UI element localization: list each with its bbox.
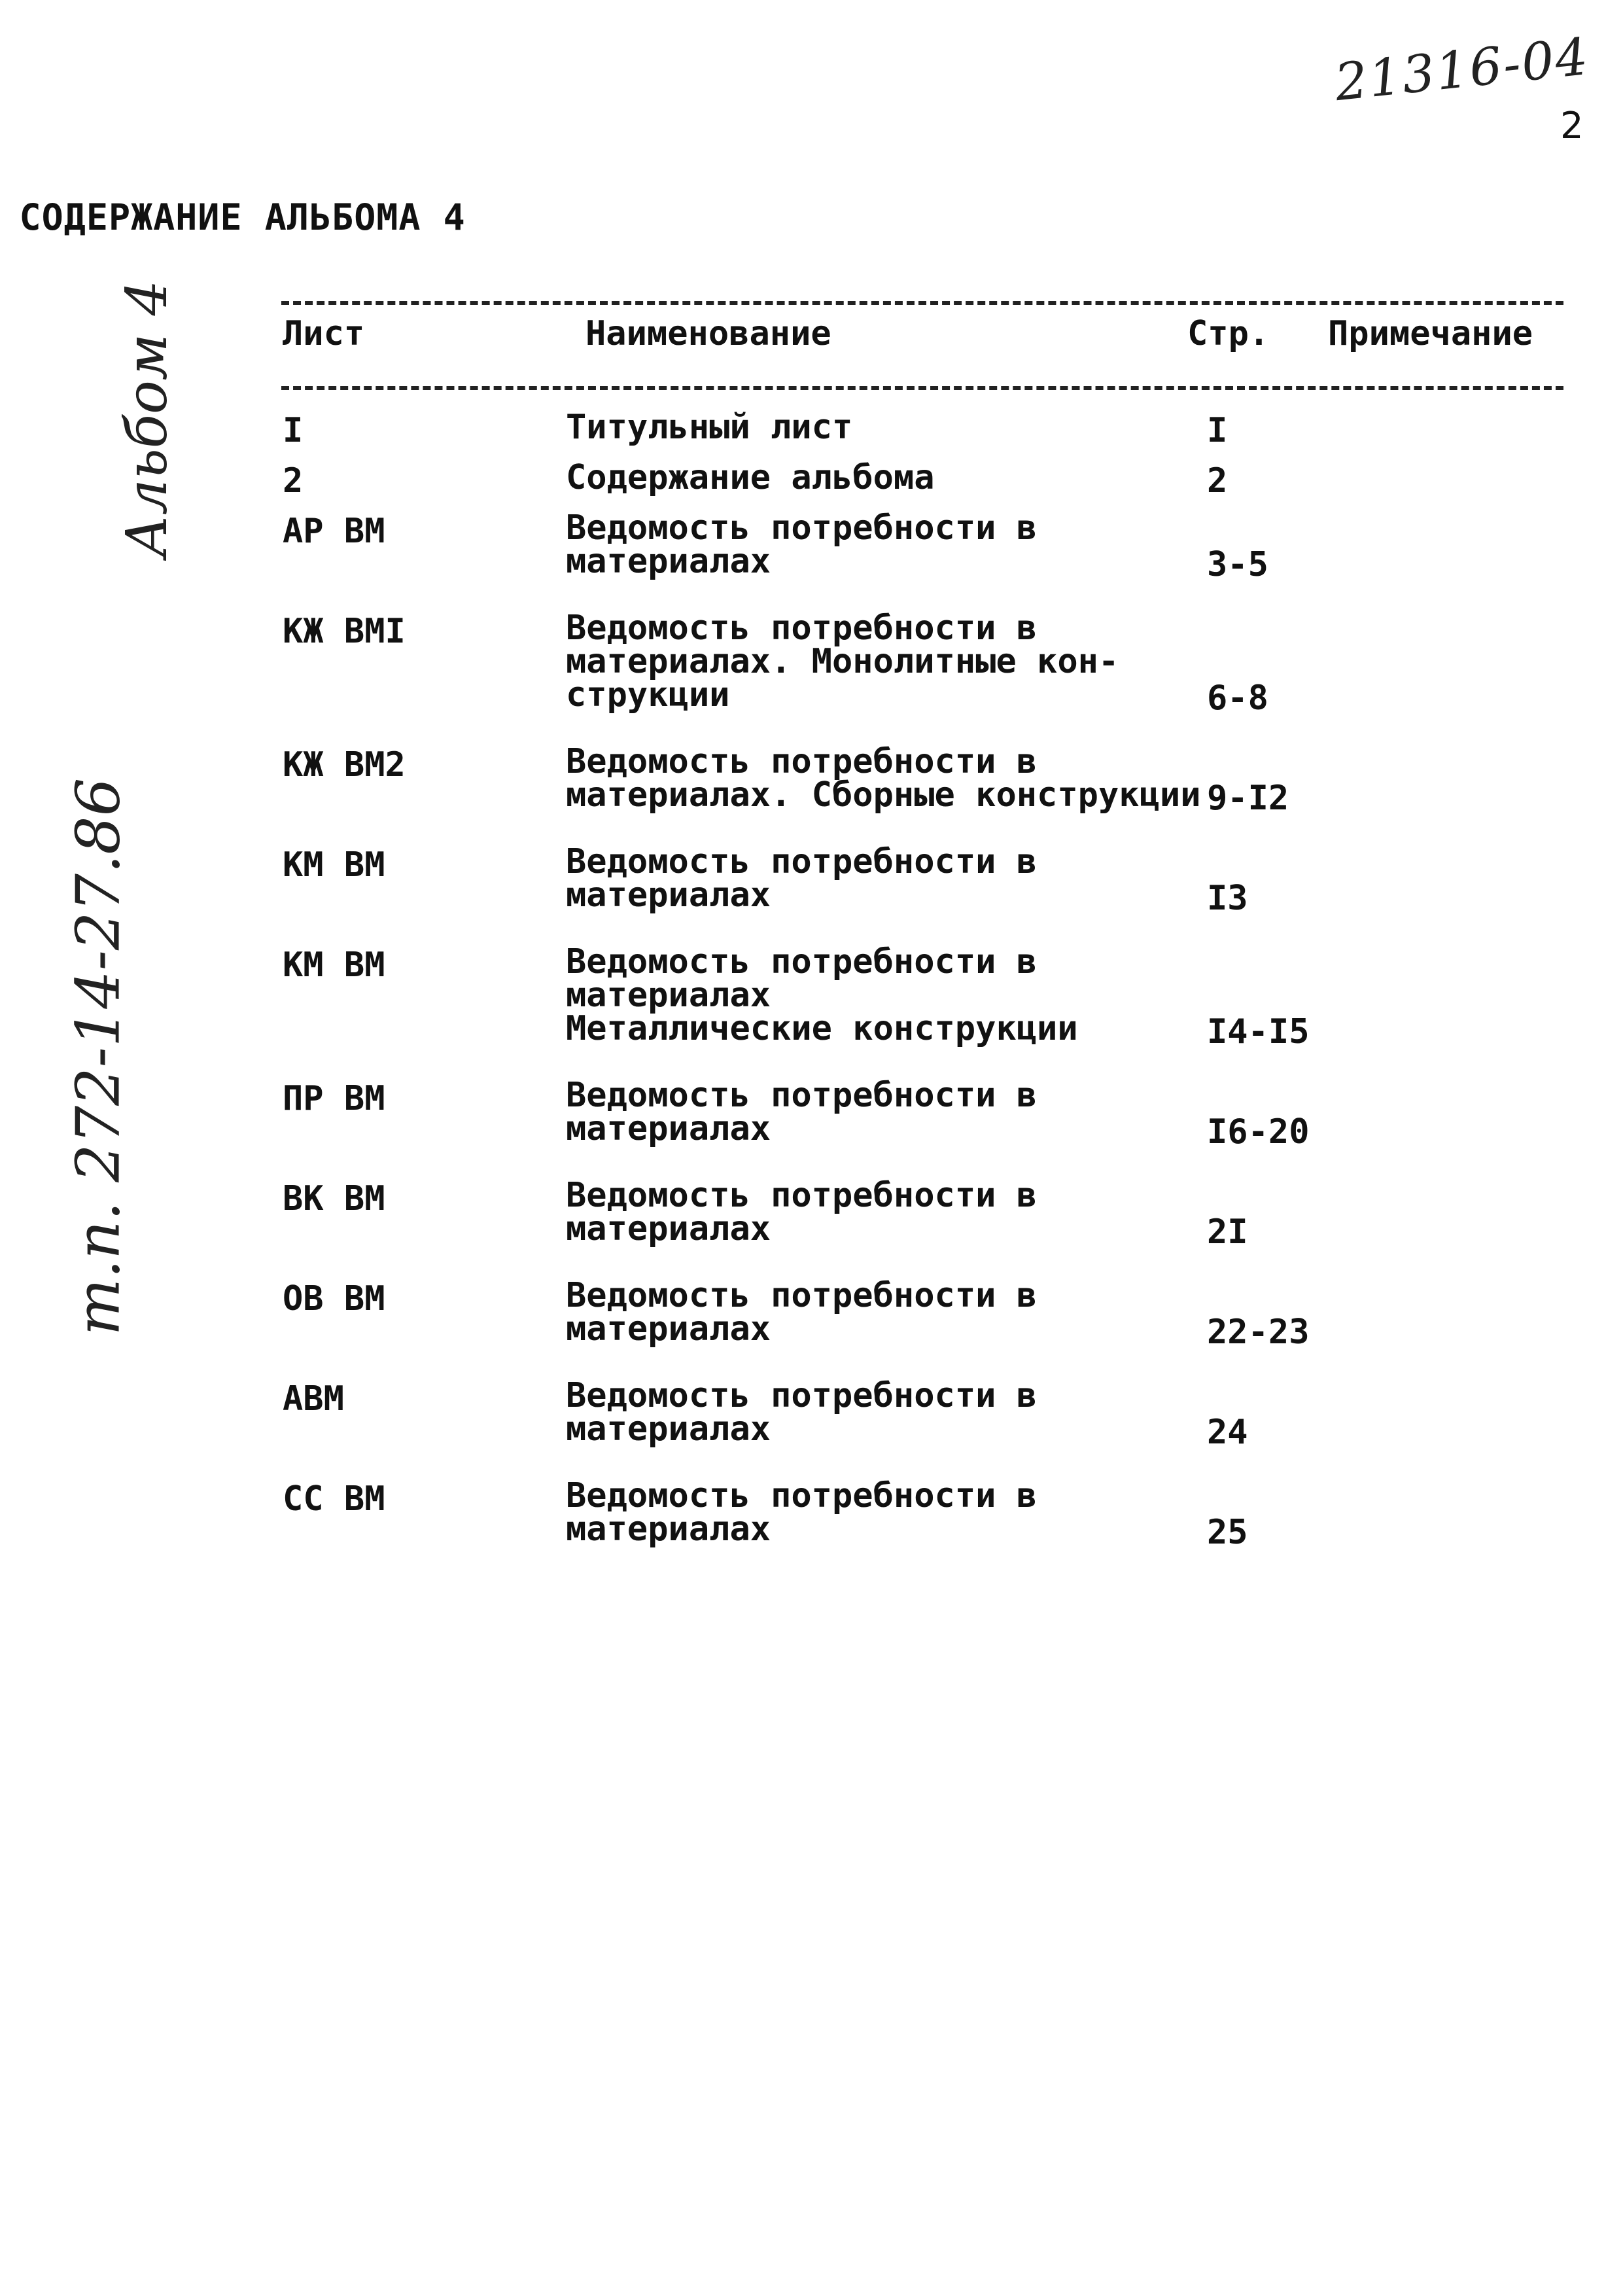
document-number: 21316-04 <box>1332 27 1592 113</box>
row-page: 6-8 <box>1207 679 1268 718</box>
row-page: 24 <box>1207 1413 1248 1452</box>
row-name-line: Ведомость потребности в <box>566 942 1038 981</box>
row-page: I6-20 <box>1207 1112 1310 1152</box>
row-page: 3-5 <box>1207 545 1268 584</box>
row-name-line: материалах <box>566 542 771 581</box>
row-name <box>566 842 1194 915</box>
row-name <box>566 609 1194 715</box>
page-number: 2 <box>1560 105 1584 147</box>
row-page: I3 <box>1207 879 1248 918</box>
row-sheet: АВМ <box>283 1379 344 1419</box>
row-sheet: АР ВМ <box>283 512 385 551</box>
row-name <box>566 1076 1194 1148</box>
side-note-project-code: т.п. 272-14-27.86 <box>63 777 133 1336</box>
row-sheet: ВК ВМ <box>283 1179 385 1218</box>
page-title-text: СОДЕРЖАНИЕ АЛЬБОМА 4 <box>19 196 466 238</box>
header-name: Наименование <box>585 314 831 353</box>
row-name-line: материалах. Сборные конструкции <box>566 775 1201 815</box>
table-header <box>0 314 1623 366</box>
header-sheet: Лист <box>283 314 365 353</box>
page-title <box>0 196 812 238</box>
row-page: I <box>1207 411 1228 450</box>
table-top-rule <box>281 301 1563 305</box>
row-name-line: Ведомость потребности в <box>566 742 1038 781</box>
row-name <box>566 1176 1194 1248</box>
side-note-album: Альбом 4 <box>114 279 180 558</box>
row-name <box>566 1376 1194 1449</box>
row-name-line: Ведомость потребности в <box>566 1076 1038 1115</box>
row-name <box>566 508 1194 581</box>
header-page: Стр. <box>1187 314 1270 353</box>
row-sheet: 2 <box>283 461 304 501</box>
row-name-line: Металлические конструкции <box>566 1009 1078 1048</box>
row-name <box>566 1476 1194 1549</box>
row-page: 2 <box>1207 461 1228 501</box>
row-page: 25 <box>1207 1513 1248 1552</box>
row-name-line: Ведомость потребности в <box>566 508 1038 548</box>
row-page: 9-I2 <box>1207 779 1289 818</box>
row-sheet: ПР ВМ <box>283 1079 385 1118</box>
row-name <box>566 942 1194 1048</box>
row-name-line: струкции <box>566 675 730 715</box>
row-sheet: ОВ ВМ <box>283 1279 385 1318</box>
row-name-line: Ведомость потребности в <box>566 609 1038 648</box>
row-sheet: КЖ ВМ2 <box>283 745 406 785</box>
row-name-line: Ведомость потребности в <box>566 1376 1038 1415</box>
row-name <box>566 408 1194 447</box>
header-note: Примечание <box>1328 314 1533 353</box>
table-header-rule <box>281 386 1563 390</box>
row-name-line: Содержание альбома <box>566 458 935 497</box>
row-name-line: Ведомость потребности в <box>566 1476 1038 1515</box>
row-name-line: материалах <box>566 1209 771 1248</box>
row-page: 22-23 <box>1207 1313 1310 1352</box>
row-name-line: материалах <box>566 1510 771 1549</box>
row-name-line: Титульный лист <box>566 408 853 447</box>
row-name-line: материалах <box>566 875 771 915</box>
row-sheet: I <box>283 411 304 450</box>
row-name-line: Ведомость потребности в <box>566 842 1038 881</box>
row-page: 2I <box>1207 1212 1248 1252</box>
row-name-line: Ведомость потребности в <box>566 1276 1038 1315</box>
row-sheet: СС ВМ <box>283 1479 385 1519</box>
row-name-line: материалах <box>566 976 771 1015</box>
row-name <box>566 742 1201 815</box>
row-name <box>566 458 1194 497</box>
row-name-line: материалах <box>566 1309 771 1349</box>
row-name-line: материалах <box>566 1109 771 1148</box>
row-name-line: материалах <box>566 1409 771 1449</box>
row-page: I4-I5 <box>1207 1012 1310 1051</box>
row-sheet: КМ ВМ <box>283 845 385 885</box>
row-name-line: Ведомость потребности в <box>566 1176 1038 1215</box>
row-name <box>566 1276 1194 1349</box>
row-name-line: материалах. Монолитные кон- <box>566 642 1119 681</box>
row-sheet: КМ ВМ <box>283 945 385 985</box>
row-sheet: КЖ ВМI <box>283 612 406 651</box>
